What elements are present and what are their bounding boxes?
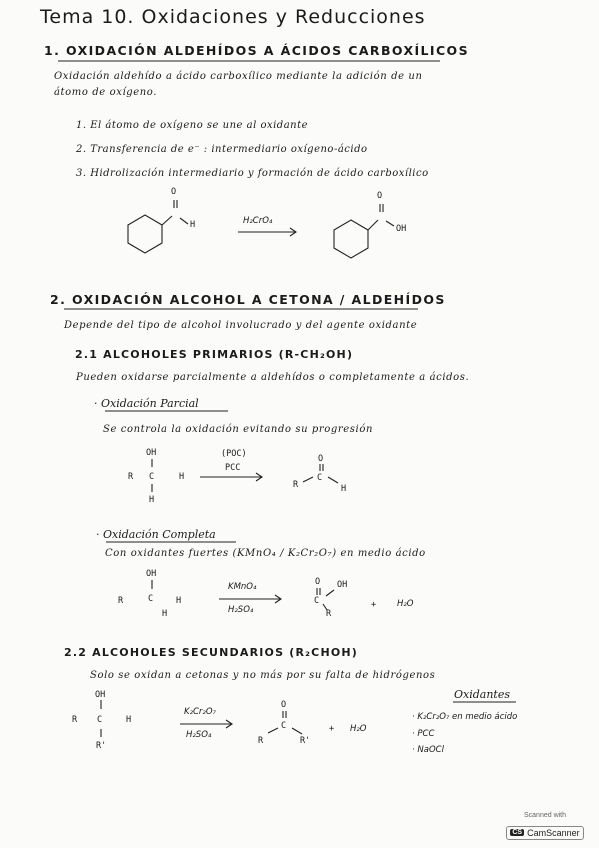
bond	[328, 477, 338, 483]
complete-product-o: O	[315, 577, 321, 587]
oxidant-3: · NaOCl	[412, 745, 444, 755]
complete-r: R	[118, 596, 124, 606]
complete-product-r: R	[326, 609, 332, 619]
page-title: Tema 10. Oxidaciones y Reducciones	[40, 6, 426, 28]
section1-heading: 1. OXIDACIÓN ALDEHÍDOS A ÁCIDOS CARBOXÍLICOS	[44, 43, 469, 58]
primary-heading: 2.1 ALCOHOLES PRIMARIOS (R-CH₂OH)	[75, 348, 354, 361]
partial-r: R	[128, 472, 134, 482]
bond	[180, 218, 188, 224]
camscanner-logo	[506, 826, 583, 840]
complete-c: C	[148, 594, 154, 604]
bond	[303, 477, 313, 482]
complete-h: H	[176, 596, 182, 606]
aldehyde-hydrogen: H	[190, 220, 196, 230]
bond	[292, 728, 302, 734]
reaction1-reagent: H₂CrO₄	[243, 216, 273, 226]
secondary-r-prime: R'	[96, 741, 107, 751]
scanned-with-text: Scanned with	[523, 812, 567, 819]
section1-intro-line1: Oxidación aldehído a ácido carboxílico mediante la adición de un	[54, 71, 423, 82]
secondary-r: R	[72, 715, 78, 725]
partial-product-o: O	[318, 454, 324, 464]
complete-water: H₂O	[397, 599, 414, 609]
complete-product-oh: OH	[337, 580, 348, 590]
secondary-product-r-prime: R'	[300, 736, 311, 746]
partial-title: · Oxidación Parcial	[94, 397, 199, 410]
partial-text: Se controla la oxidación evitando su progresión	[103, 424, 373, 435]
primary-intro: Pueden oxidarse parcialmente a aldehídos o completamente a ácidos.	[76, 372, 470, 383]
partial-product-c: C	[317, 473, 323, 483]
secondary-product-c: C	[281, 721, 287, 731]
partial-oh: OH	[146, 448, 157, 458]
partial-reagent-top: (POC)	[221, 449, 247, 459]
acid-hydroxyl: OH	[396, 224, 407, 234]
complete-text: Con oxidantes fuertes (KMnO₄ / K₂Cr₂O₇) en medio ácido	[105, 548, 426, 559]
secondary-product-o: O	[281, 700, 287, 710]
partial-reagent-bottom: PCC	[225, 463, 241, 473]
complete-product-c: C	[314, 596, 320, 606]
partial-h: H	[179, 472, 185, 482]
complete-oh: OH	[146, 569, 157, 579]
bond	[268, 728, 278, 733]
secondary-text: Solo se oxidan a cetonas y no más por su falta de hidrógenos	[90, 670, 436, 681]
bond	[368, 220, 378, 230]
partial-h-bottom: H	[149, 495, 155, 505]
cyclohexane-ring-right	[334, 220, 368, 258]
complete-reagent-top: KMnO₄	[228, 582, 257, 592]
section1-step-2: 2. Transferencia de e⁻ : intermediario oxígeno-ácido	[76, 144, 368, 155]
complete-plus: +	[371, 600, 377, 610]
aldehyde-oxygen: O	[171, 187, 177, 197]
secondary-reagent-bottom: H₂SO₄	[186, 730, 212, 740]
secondary-c: C	[97, 715, 103, 725]
oxidant-2: · PCC	[412, 729, 435, 739]
section1-step-1: 1. El átomo de oxígeno se une al oxidante	[76, 120, 309, 131]
secondary-h: H	[126, 715, 132, 725]
secondary-oh: OH	[95, 690, 106, 700]
secondary-reagent-top: K₂Cr₂O₇	[184, 707, 216, 717]
camscanner-badge	[504, 812, 586, 842]
acid-oxygen: O	[377, 191, 383, 201]
bond	[162, 216, 172, 225]
partial-product-h: H	[341, 484, 347, 494]
partial-product-r: R	[293, 480, 299, 490]
bond	[326, 590, 334, 596]
section2-heading: 2. OXIDACIÓN ALCOHOL A CETONA / ALDEHÍDOS	[50, 292, 446, 307]
oxidants-title: Oxidantes	[454, 688, 510, 701]
oxidant-1: · K₂Cr₂O₇ en medio ácido	[412, 712, 518, 722]
section2-intro: Depende del tipo de alcohol involucrado y del agente oxidante	[64, 320, 418, 331]
secondary-water: H₂O	[350, 724, 367, 734]
complete-reagent-bottom: H₂SO₄	[228, 605, 254, 615]
camscanner-brand: CamScanner	[527, 827, 580, 838]
cyclohexane-ring-left	[128, 215, 162, 253]
complete-h-bottom: H	[162, 609, 168, 619]
secondary-plus: +	[329, 724, 335, 734]
bond	[386, 221, 394, 226]
secondary-heading: 2.2 ALCOHOLES SECUNDARIOS (R₂CHOH)	[64, 646, 359, 659]
complete-title: · Oxidación Completa	[96, 528, 216, 541]
section1-step-3: 3. Hidrolización intermediario y formación de ácido carboxílico	[76, 168, 429, 179]
camscanner-icon: CS	[512, 829, 523, 836]
section1-intro-line2: átomo de oxígeno.	[54, 87, 158, 98]
secondary-product-r: R	[258, 736, 264, 746]
partial-c: C	[149, 472, 155, 482]
